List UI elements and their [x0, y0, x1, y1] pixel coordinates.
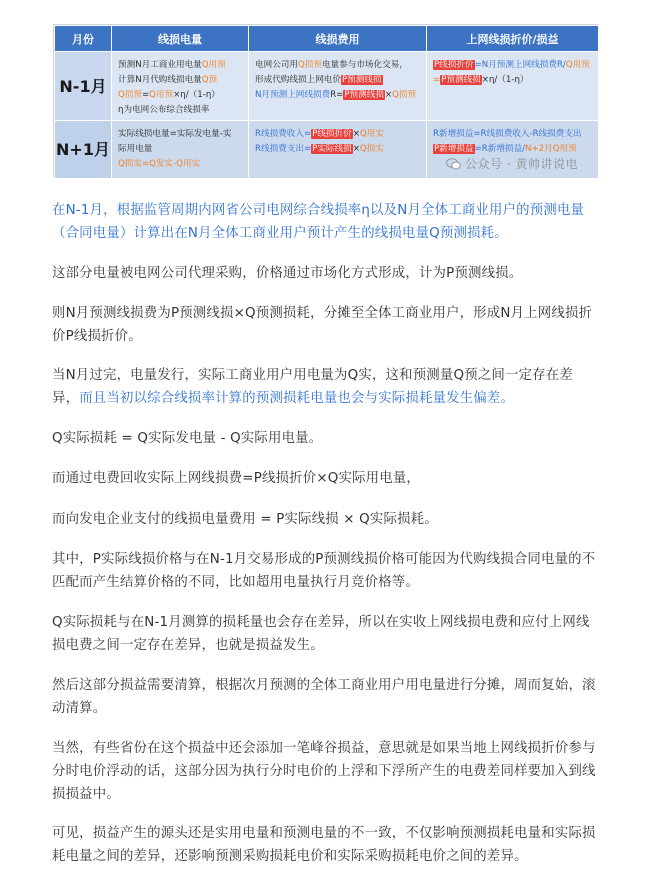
- cell-text: =: [141, 90, 150, 100]
- cell-text: ×: [352, 144, 360, 154]
- row-month: N-1月: [55, 52, 112, 121]
- cell-line: [255, 58, 422, 73]
- cell-text: Q损实=Q发实-Q用实: [118, 159, 201, 169]
- cell-line: [433, 127, 594, 142]
- table-header-row: [55, 26, 599, 52]
- header-loss-fee: 线损费用: [249, 26, 427, 52]
- table-row: [55, 52, 599, 121]
- paragraph-text: 这部分电量被电网公司代理采购，价格通过市场化方式形成，计为P预测线损。: [52, 266, 523, 281]
- watermark-text: 公众号 · 黄帅讲说电: [465, 157, 578, 171]
- paragraph: [52, 611, 600, 657]
- cell-text: 电网公司用: [255, 60, 298, 70]
- cell-text: Q损预: [297, 60, 322, 70]
- cell-text: 预测N月工商业用电量: [118, 60, 202, 70]
- header-month: 月份: [55, 26, 112, 52]
- paragraph-text: 则N月预测线损费为P预测线损×Q预测损耗，分摊至全体工商业用户，形成N月上网线损折价P线损折价。: [52, 306, 593, 344]
- cell-text: Q用实: [359, 129, 384, 139]
- wechat-icon: [446, 158, 461, 170]
- cell-text: R新增损益=R线损费收入-R线损费支出: [433, 129, 582, 139]
- cell-text: 电量参与市场化交易，: [321, 60, 408, 70]
- cell-line: [433, 58, 594, 73]
- cell-line: [255, 73, 422, 88]
- cell-text: ×η/（1-η）: [481, 75, 529, 85]
- paragraph: [52, 302, 600, 348]
- cell-text: 计算N月代购线损电量: [118, 75, 202, 85]
- cell-text: =R新增损益/: [474, 144, 526, 154]
- paragraph-text: 而且当初以综合线损率计算的预测损耗电量也会与实际损耗量发生偏差。: [79, 391, 515, 406]
- cell-line: [118, 88, 244, 103]
- paragraph: [52, 822, 600, 868]
- cell-line: [118, 142, 244, 157]
- cell-text: N+2月Q用预: [525, 144, 577, 154]
- cell-text: =: [433, 75, 441, 85]
- cell-line: [118, 157, 244, 172]
- paragraph-text: 而通过电费回收实际上网线损费=P线损折价×Q实际用电量，: [52, 471, 421, 486]
- cell-text: =N月预测上网线损费R/: [474, 60, 566, 70]
- paragraph: [52, 548, 600, 594]
- header-loss-discount: 上网线损折价/损益: [427, 26, 599, 52]
- cell-text: P线损折价: [312, 129, 352, 139]
- cell-text: 形成代购线损上网电价: [255, 75, 341, 85]
- cell-text: R=: [330, 90, 344, 100]
- loss-table-figure: [52, 15, 600, 179]
- cell-text: P线损折价: [434, 60, 474, 70]
- cell-text: Q用预: [201, 60, 226, 70]
- cell-text: P预测线损: [341, 75, 382, 85]
- header-loss-quantity: 线损电量: [112, 26, 249, 52]
- cell-loss-fee: [249, 52, 427, 121]
- paragraph: [52, 262, 600, 285]
- paragraph-text: 可见，损益产生的源头还是实用电量和预测电量的不一致，不仅影响预测损耗电量和实际损耗电量之间的差异，还影响预测采购损耗电价和实际采购损耗电价之间的差异。: [52, 826, 596, 864]
- cell-text: Q损预: [392, 90, 417, 100]
- cell-line: [118, 73, 244, 88]
- cell-text: Q损预: [118, 90, 142, 100]
- paragraph: [52, 674, 600, 720]
- cell-loss-discount: [427, 52, 599, 121]
- row-month: N+1月: [55, 121, 112, 179]
- cell-text: 际用电量: [118, 144, 153, 154]
- paragraph: [52, 737, 600, 806]
- paragraph-text: 然后这部分损益需要清算，根据次月预测的全体工商业用户用电量进行分摊，周而复始，滚动清算。: [52, 678, 596, 716]
- cell-line: [255, 127, 422, 142]
- paragraph: [52, 467, 600, 490]
- cell-text: η为电网公布综合线损率: [118, 105, 210, 115]
- cell-loss-quantity: [112, 52, 249, 121]
- cell-text: ×: [352, 129, 360, 139]
- watermark: [446, 155, 578, 172]
- cell-text: Q用预: [149, 90, 174, 100]
- cell-text: R线损费支出=: [255, 144, 312, 154]
- cell-text: P新增损益: [434, 144, 474, 154]
- cell-text: P实际线损: [312, 144, 352, 154]
- cell-line: [433, 73, 594, 88]
- paragraph: [52, 364, 600, 410]
- paragraph-text: 而向发电企业支付的线损电量费用 = P实际线损 × Q实际损耗。: [52, 512, 438, 527]
- cell-line: [118, 58, 244, 73]
- paragraph-text: 当N月过完，电量发行，实际工商业用户用电量为Q实，这和预测量Q预之间一定存在差异，: [52, 368, 573, 406]
- cell-loss-quantity: [112, 121, 249, 179]
- paragraph: [52, 508, 600, 531]
- cell-text: P预测线损: [441, 75, 481, 85]
- cell-text: Q用预: [565, 60, 590, 70]
- cell-text: R线损费收入=: [255, 129, 312, 139]
- paragraph: [52, 199, 600, 245]
- cell-text: N月预测上网线损费: [255, 90, 331, 100]
- cell-line: [255, 142, 422, 157]
- cell-text: P预测线损: [344, 90, 384, 100]
- cell-text: Q预: [201, 75, 218, 85]
- paragraph-text: 当然，有些省份在这个损益中还会添加一笔峰谷损益，意思就是如果当地上网线损折价参与分时电价浮动的话，这部分因为执行分时电价的上浮和下浮所产生的电费差同样要加入到线损损益中。: [52, 741, 596, 802]
- cell-text: Q损实: [359, 144, 384, 154]
- paragraph-text: Q实际损耗与在N-1月测算的损耗量也会存在差异，所以在实收上网线损电费和应付上网线损电费之间一定存在差异，也就是损益发生。: [52, 615, 590, 653]
- paragraph-text: 在N-1月，根据监管周期内网省公司电网综合线损率η以及N月全体工商业用户的预测电量（合同电量）计算出在N月全体工商业用户预计产生的线损电量Q预测损耗。: [52, 203, 585, 241]
- cell-text: ×: [384, 90, 393, 100]
- paragraph-text: Q实际损耗 = Q实际发电量 - Q实际用电量。: [52, 431, 323, 446]
- cell-text: ×η/（1-η）: [173, 90, 220, 100]
- paragraph-text: 其中，P实际线损价格与在N-1月交易形成的P预测线损价格可能因为代购线损合同电量的不匹配而产生结算价格的不同，比如超用电量执行月竞价格等。: [52, 552, 596, 590]
- cell-line: [118, 127, 244, 142]
- cell-line: [255, 88, 422, 103]
- cell-text: 实际线损电量=实际发电量-实: [118, 129, 232, 139]
- paragraph: [52, 427, 600, 450]
- cell-line: [118, 103, 244, 118]
- cell-loss-fee: [249, 121, 427, 179]
